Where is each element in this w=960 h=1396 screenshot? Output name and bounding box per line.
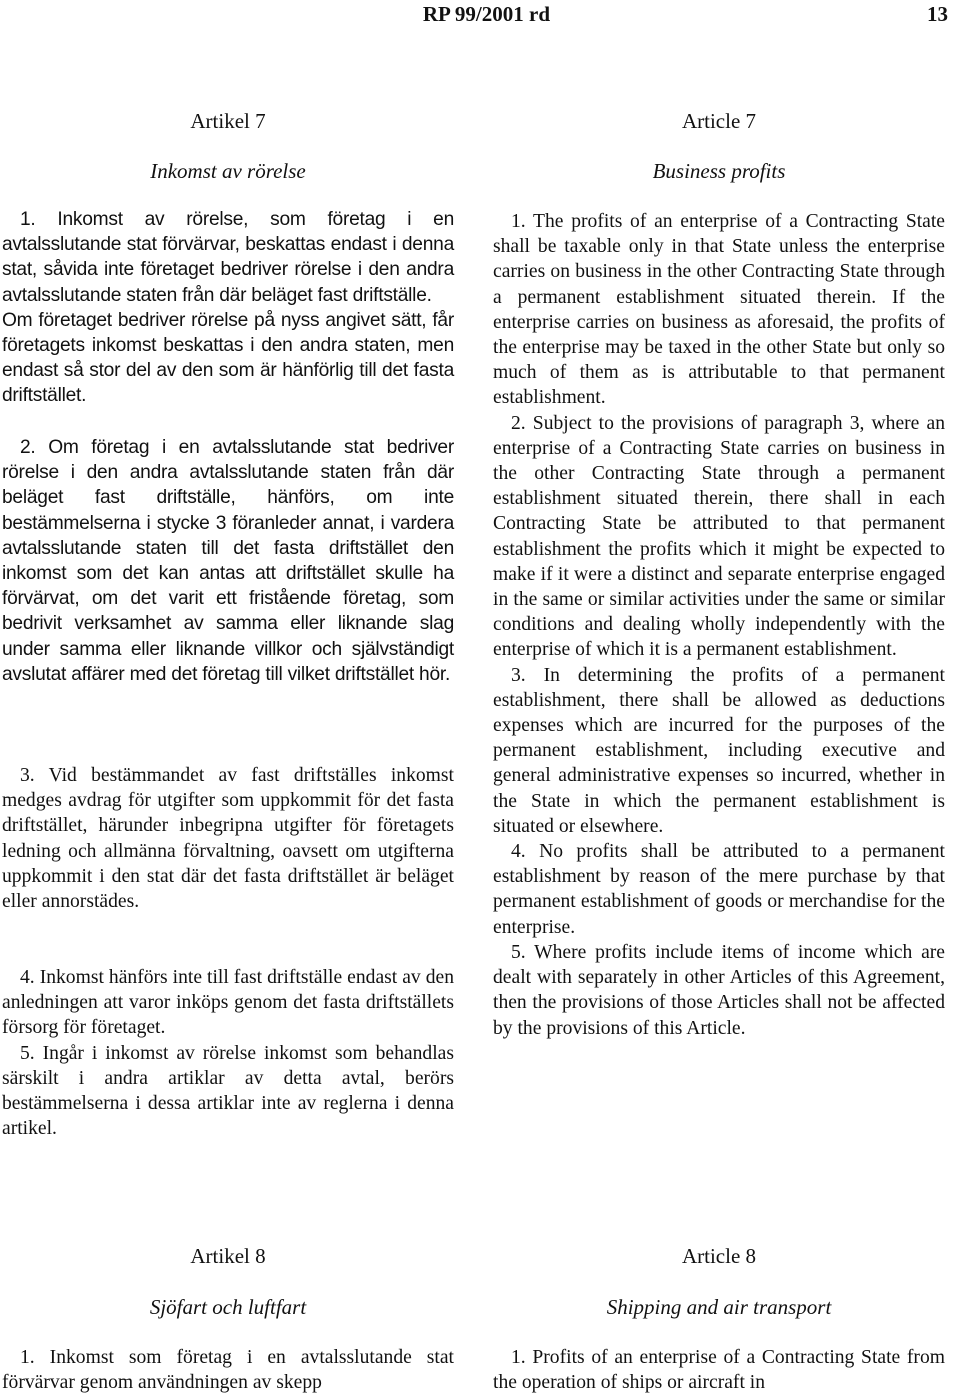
sv-article-8-heading: Artikel 8 [190, 1244, 266, 1268]
en-article-7-paragraph-1: 1. The profits of an enterprise of a Contracting State shall be taxable only in that State unless the enterprise carries on business in the other Contracting State through a permanent establishment situated therein. If the enterprise carries on business as aforesaid, the profits of the enterprise may be taxed in the other State but only so much of them as is attributable to that permanent establishment. [493, 211, 945, 409]
en-article-8-body [493, 1345, 945, 1395]
sv-article-7-paragraph-1a: 1. Inkomst av rörelse, som företag i en avtalsslutande stat förvärvar, beskattas endast i denna stat, såvida inte företaget bedriver rörelse i den andra avtalsslutande staten från där beläget fast driftställe. [2, 209, 454, 306]
en-article-7-heading: Article 7 [681, 109, 757, 133]
sv-article-7-paragraph-3: 3. Vid bestämmandet av fast driftställes inkomst medges avdrag för utgifter som uppkommit för det fasta driftstället, härunder inbegripna utgifter för företagets ledning och allmänna förvaltning, oavsett om utgifterna uppkommit i den stat där det fasta driftstället är beläget eller annorstädes. [2, 765, 454, 913]
sv-article-8-body [2, 1345, 454, 1395]
sv-article-7-paragraph-5: 5. Ingår i inkomst av rörelse inkomst som behandlas särskilt i andra artiklar av detta avtal, berörs bestämmelserna i dessa artiklar inte av reglerna i denna artikel. [2, 1042, 454, 1140]
en-article-8-heading: Article 8 [681, 1244, 757, 1268]
en-article-7-paragraph-3: 3. In determining the profits of a permanent establishment, there shall be allowed as deductions expenses which are incurred for the purposes of the permanent establishment, including executive and general administrative expenses so incurred, whether in the State in which the permanent establishment is situated or elsewhere. [493, 664, 945, 837]
en-article-7-body [493, 209, 945, 1041]
sv-article-8-subheading: Sjöfart och luftfart [149, 1295, 307, 1319]
sv-article-7-heading: Artikel 7 [190, 109, 266, 133]
sv-article-8-paragraph-1: 1. Inkomst som företag i en avtalsslutande stat förvärvar genom användningen av skepp [2, 1347, 454, 1394]
sv-article-7-paragraph-3-block [2, 763, 454, 914]
sv-article-7-paragraph-4: 4. Inkomst hänförs inte till fast driftställe endast av den anledningen att varor inköps genom det fasta driftställets försorg för företaget. [2, 967, 454, 1039]
sv-article-7-paragraph-2: 2. Om företag i en avtalsslutande stat bedriver rörelse i den andra avtalsslutande staten från där beläget fast driftställe, hänförs, om inte bestämmelserna i stycke 3 föranleder annat, i vardera avtalsslutande staten till det fasta driftstället den inkomst som det kan antas att driftstället skulle ha förvärvat, om det varit ett fristående företag, som bedrivit verksamhet av samma eller liknande slag under samma eller liknande villkor och självständigt avslutat affärer med det företag till vilket driftstället hör. [2, 437, 454, 685]
sv-article-7-subheading: Inkomst av rörelse [150, 159, 306, 183]
sv-article-7-body [2, 207, 454, 409]
sv-article-7-paragraph-4-block [2, 965, 454, 1141]
en-article-7-paragraph-4: 4. No profits shall be attributed to a permanent establishment by reason of the mere purchase by that permanent establishment of goods or merchandise for the enterprise. [493, 841, 945, 938]
sv-article-7-paragraph-1b: Om företaget bedriver rörelse på nyss angivet sätt, får företagets inkomst beskattas i den andra staten, men endast så stor del av den som är hänförlig till det fasta driftstället. [2, 309, 454, 407]
page-header [0, 0, 960, 30]
en-article-7-paragraph-2: 2. Subject to the provisions of paragraph 3, where an enterprise of a Contracting State carries on business in the other Contracting State through a permanent establishment situated therein, there shall in each Contracting State be attributed to that permanent establishment the profits which it might be expected to make if it were a distinct and separate enterprise engaged in the same or similar activities under the same or similar conditions and dealing wholly independently with the enterprise of which it is a permanent establishment. [493, 412, 945, 661]
en-article-8-subheading: Shipping and air transport [606, 1295, 832, 1319]
page-number: 13 [927, 2, 948, 26]
en-article-7-subheading: Business profits [652, 159, 786, 183]
en-article-7-paragraph-5: 5. Where profits include items of income which are dealt with separately in other Articles of this Agreement, then the provisions of those Articles shall not be affected by the provisions of this Article. [493, 941, 945, 1039]
document-reference: RP 99/2001 rd [422, 2, 550, 26]
sv-article-7-paragraph-2-block [2, 435, 454, 687]
en-article-8-paragraph-1: 1. Profits of an enterprise of a Contracting State from the operation of ships or aircraft in [493, 1347, 945, 1394]
